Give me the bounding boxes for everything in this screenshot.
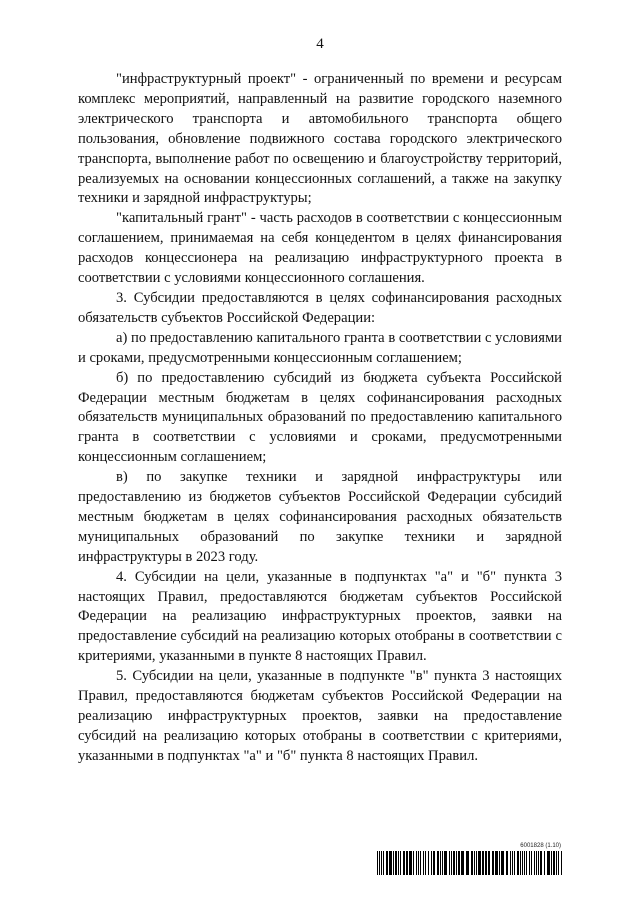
barcode-icon xyxy=(377,851,562,875)
clause-3-a: а) по предоставлению капитального гранта в соответствии с условиями и сроками, предусмотренными концессионным соглашением; xyxy=(78,329,562,366)
definition-infrastructure-project: "инфраструктурный проект" - ограниченный по времени и ресурсам комплекс мероприятий, направленный на развитие городского наземного электрического транспорта и автомобильного транспорта общего пользования, обновление подвижного состава городского электрического транспорта, выполнение работ по освещению и благоустройству территорий, реализуемых на основании концессионных соглашений, а также на закупку техники и зарядной инфраструктуры; xyxy=(78,71,562,207)
clause-3-b: б) по предоставлению субсидий из бюджета субъекта Российской Федерации местным бюджетам в целях софинансирования расходных обязательств муниципальных образований по предоставлению капитального гранта в соответствии с условиями и сроками, предусмотренными концессионным соглашением; xyxy=(78,369,562,466)
page-number: 4 xyxy=(316,36,324,52)
clause-5: 5. Субсидии на цели, указанные в подпункте "в" пункта 3 настоящих Правил, предоставляются бюджетам субъектов Российской Федерации на реализацию инфраструктурных проектов, заявки на предоставление субсидий на реализацию которых отобраны в соответствии с критериями, указанными в подпунктах "а" и "б" пункта 8 настоящих Правил. xyxy=(78,668,562,764)
document-body xyxy=(78,70,562,767)
definition-capital-grant: "капитальный грант" - часть расходов в соответствии с концессионным соглашением, принимаемая на себя концедентом в целях финансирования расходов концессионера на реализацию инфраструктурного проекта в соответствии с условиями концессионного соглашения. xyxy=(78,210,562,287)
clause-4: 4. Субсидии на цели, указанные в подпунктах "а" и "б" пункта 3 настоящих Правил, предоставляются бюджетам субъектов Российской Федерации на реализацию инфраструктурных проектов, заявки на предоставление субсидий на реализацию которых отобраны в соответствии с критериями, указанными в пункте 8 настоящих Правил. xyxy=(78,568,562,665)
clause-3-v: в) по закупке техники и зарядной инфраструктуры или предоставлению из бюджетов субъектов Российской Федерации субсидий местным бюджетам в целях софинансирования расходных обязательств муниципальных образований по закупке техники и зарядной инфраструктуры в 2023 году. xyxy=(78,469,562,565)
document-code: 6001828 (1.10) xyxy=(520,843,561,849)
clause-3: 3. Субсидии предоставляются в целях софинансирования расходных обязательств субъектов Российской Федерации: xyxy=(78,289,562,326)
